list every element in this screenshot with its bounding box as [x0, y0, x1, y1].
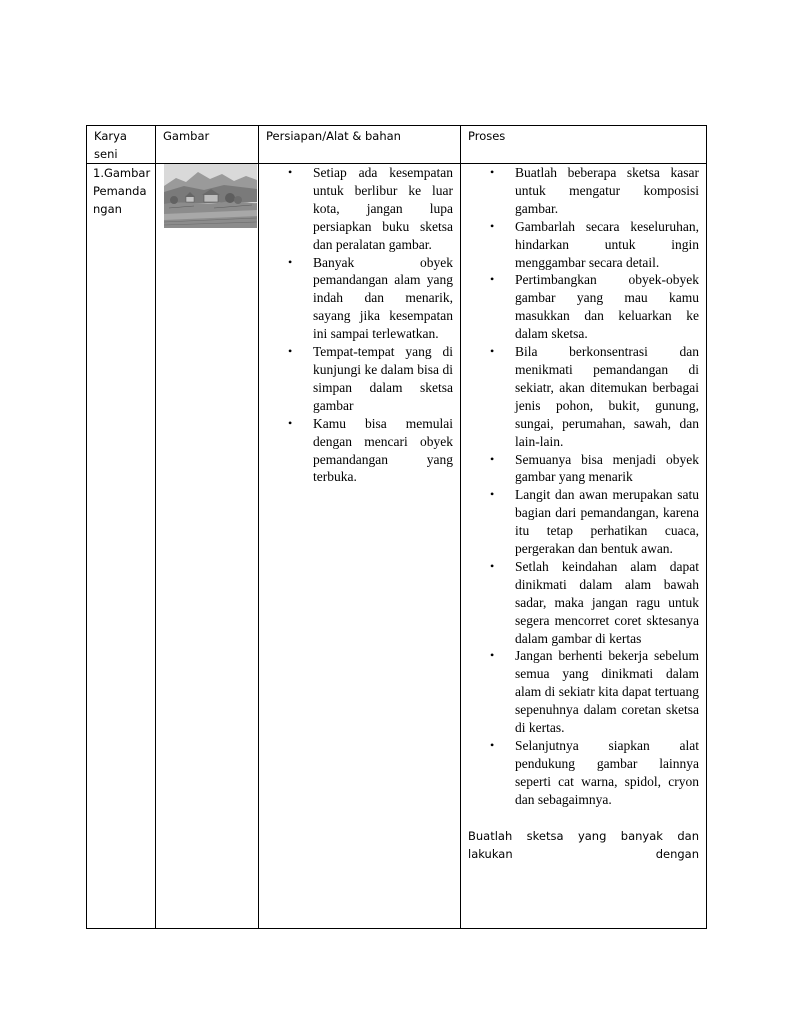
- list-item: • Jangan berhenti bekerja sebelum semua yang dinikmati dalam alam di sekiatr kita dapat tertuang sepenuhnya dalam coretan sketsa di kertas.: [490, 648, 699, 736]
- header-persiapan: Persiapan/Alat & bahan: [259, 126, 461, 164]
- art-table: [86, 125, 707, 929]
- list-item: • Banyak obyek pemandangan alam yang indah dan menarik, sayang jika kesempatan ini sampai terlewatkan.: [288, 254, 453, 342]
- list-item: • Semuanya bisa menjadi obyek gambar yang menarik: [490, 451, 699, 485]
- list-item: • Bila berkonsentrasi dan menikmati pemandangan di sekiatr, akan ditemukan berbagai jenis pohon, bukit, gunung, sungai, perumahan, sawah, dan lain-lain.: [490, 344, 699, 449]
- karya-seni-cell: [87, 164, 156, 929]
- landscape-sketch-image: [164, 164, 257, 228]
- list-item: • Gambarlah secara keseluruhan, hindarkan untuk ingin menggambar secara detail.: [490, 218, 699, 270]
- header-gambar: Gambar: [156, 126, 259, 164]
- list-item: • Setiap ada kesempatan untuk berlibur ke luar kota, jangan lupa persiapkan buku sketsa dan peralatan gambar.: [288, 165, 453, 252]
- gambar-cell: [156, 164, 259, 929]
- list-item: • Selanjutnya siapkan alat pendukung gambar lainnya seperti cat warna, spidol, cryon dan sebagaimnya.: [490, 738, 699, 807]
- list-item: • Tempat-tempat yang di kunjungi ke dalam bisa di simpan dalam sketsa gambar: [288, 344, 453, 413]
- proses-list: [461, 164, 706, 809]
- list-item: • Langit dan awan merupakan satu bagian dari pemandangan, karena itu tetap perhatikan cuaca, pergerakan dan bentuk awan.: [490, 487, 699, 557]
- table-row: [87, 164, 707, 929]
- artwork-label: 1.Gambar Pemandangan: [93, 166, 151, 216]
- list-item: • Buatlah beberapa sketsa kasar untuk mengatur komposisi gambar.: [490, 165, 699, 216]
- list-item: • Kamu bisa memulai dengan mencari obyek pemandangan yang terbuka.: [288, 415, 453, 485]
- table-header-row: [87, 126, 707, 164]
- proses-cell: [461, 164, 707, 929]
- proses-note: Buatlah sketsa yang banyak dan lakukan dengan: [468, 828, 699, 861]
- persiapan-list: [259, 164, 460, 486]
- list-item: • Setlah keindahan alam dapat dinikmati dalam alam bawah sadar, maka jangan ragu untuk segera mencorret coret sktesanya dalam gambar di kertas: [490, 558, 699, 646]
- header-karya-seni: Karya seni: [87, 126, 156, 164]
- list-item: • Pertimbangkan obyek-obyek gambar yang mau kamu masukkan dan keluarkan ke dalam sketsa.: [490, 272, 699, 342]
- header-proses: Proses: [461, 126, 707, 164]
- persiapan-cell: [259, 164, 461, 929]
